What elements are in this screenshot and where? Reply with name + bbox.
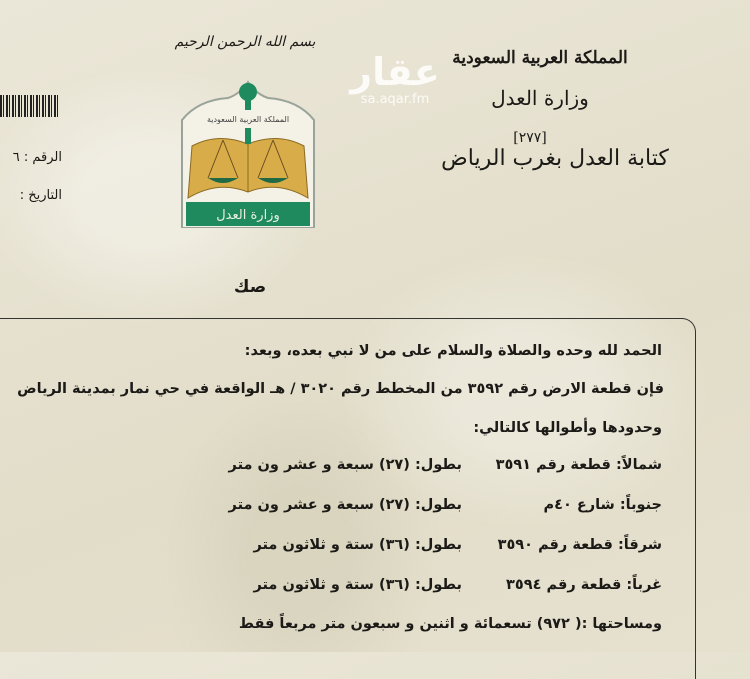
ministry-of-justice-emblem [178,80,318,228]
emblem-bottom-text: وزارة العدل [216,208,280,223]
area-line: ومساحتها :( ٩٧٢) تسعمائة و اثنين و سبعون متر مربعاً فقط [238,616,662,632]
property-line: فإن قطعة الارض رقم ٣٥٩٢ من المخطط رقم ٣٠٢٠ / هـ الواقعة في حي نمار بمدينة الرياض [17,381,664,397]
boundary-north: شمالاً: قطعة رقم ٣٥٩١بطول: (٢٧) سبعة و عشر ون متر [228,457,662,473]
kingdom-title: المملكة العربية السعودية [452,48,628,68]
document-type: صك [233,277,267,297]
boundary-west: غرباً: قطعة رقم ٣٥٩٤بطول: (٣٦) ستة و ثلاثون متر [253,577,662,593]
basmala: بسم الله الرحمن الرحيم [174,34,316,50]
opening-line: الحمد لله وحده والصلاة والسلام على من لا نبي بعده، وبعد: [244,343,662,359]
watermark-url: sa.aqar.fm [360,92,430,107]
office-number: [٢٧٧] [513,130,547,146]
watermark-logo: عقار [350,50,440,94]
deed-number-label: الرقم : ٦ [12,150,62,165]
office-title: كتابة العدل بغرب الرياض [441,146,669,171]
deed-date-label: التاريخ : [19,188,62,203]
emblem-top-text: المملكة العربية السعودية [206,115,290,124]
boundary-south: جنوباً: شارع ٤٠مبطول: (٢٧) سبعة و عشر ون متر [228,497,662,513]
ministry-title: وزارة العدل [491,86,589,110]
boundary-east: شرقاً: قطعة رقم ٣٥٩٠بطول: (٣٦) ستة و ثلاثون متر [253,537,662,553]
barcode [0,95,58,117]
boundaries-intro: وحدودها وأطوالها كالتالي: [473,420,662,436]
